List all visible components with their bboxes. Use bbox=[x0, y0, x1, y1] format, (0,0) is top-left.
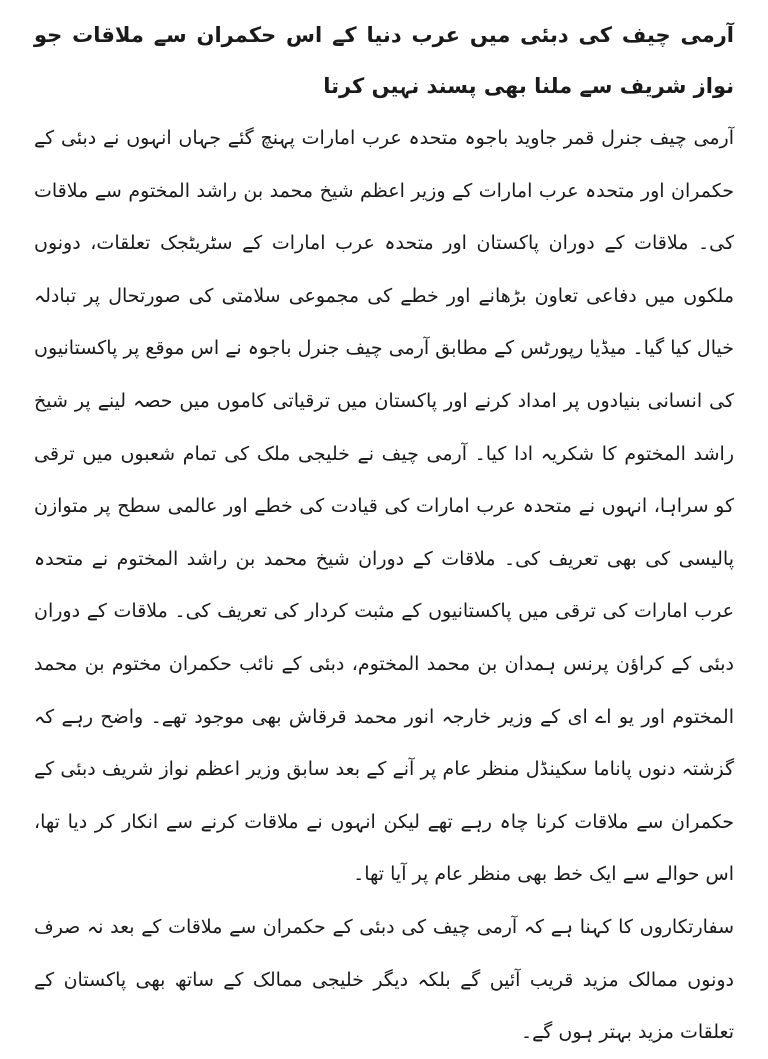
article-headline: آرمی چیف کی دبئی میں عرب دنیا کے اس حکمران سے ملاقات جو نواز شریف سے ملنا بھی پسند نہیں کرتا bbox=[34, 23, 734, 98]
article-closing-paragraph: سفارتکاروں کا کہنا ہے کہ آرمی چیف کی دبئی کے حکمران سے ملاقات کے بعد نہ صرف دونوں ممالک مزید قریب آئیں گے بلکہ دیگر خلیجی ممالک کے ساتھ بھی پاکستان کے تعلقات مزید بہتر ہوں گے۔ bbox=[34, 915, 734, 1044]
article-body-paragraph: آرمی چیف جنرل قمر جاوید باجوہ متحدہ عرب امارات پہنچ گئے جہاں انہوں نے دبئی کے حکمران اور متحدہ عرب امارات کے وزیر اعظم شیخ محمد بن راشد المختوم سے ملاقات کی۔ ملاقات کے دوران پاکستان اور متحدہ عرب امارات کے سٹریٹجک تعلقات، دونوں ملکوں میں دفاعی تعاون بڑھانے اور خطے کی مجموعی سلامتی کی صورتحال پر تبادلہ خیال کیا گیا۔ میڈیا رپورٹس کے مطابق آرمی چیف جنرل باجوہ نے اس موقع پر پاکستانیوں کی انسانی بنیادوں پر امداد کرنے اور پاکستان میں ترقیاتی کاموں میں حصہ لینے پر شیخ راشد المختوم کا شکریہ ادا کیا۔ آرمی چیف نے خلیجی ملک کی تمام شعبوں میں ترقی کو سراہا، انہوں نے متحدہ عرب امارات کی قیادت کی خطے اور عالمی سطح پر متوازن پالیسی کی بھی تعریف کی۔ ملاقات کے دوران شیخ محمد بن راشد المختوم نے متحدہ عرب امارات کی ترقی میں پاکستانیوں کے مثبت کردار کی تعریف کی۔ ملاقات کے دوران دبئی کے کراؤن پرنس ہمدان بن محمد المختوم، دبئی کے نائب حکمران مختوم بن محمد المختوم اور یو اے ای کے وزیر خارجہ انور محمد قرقاش بھی موجود تھے۔ واضح رہے کہ گزشتہ دنوں پاناما سکینڈل منظر عام پر آنے کے بعد سابق وزیر اعظم نواز شریف دبئی کے حکمران سے ملاقات کرنا چاہ رہے تھے لیکن انہوں نے ملاقات کرنے سے انکار کر دیا تھا، اس حوالے سے ایک خط بھی منظر عام پر آیا تھا۔ bbox=[34, 127, 734, 886]
